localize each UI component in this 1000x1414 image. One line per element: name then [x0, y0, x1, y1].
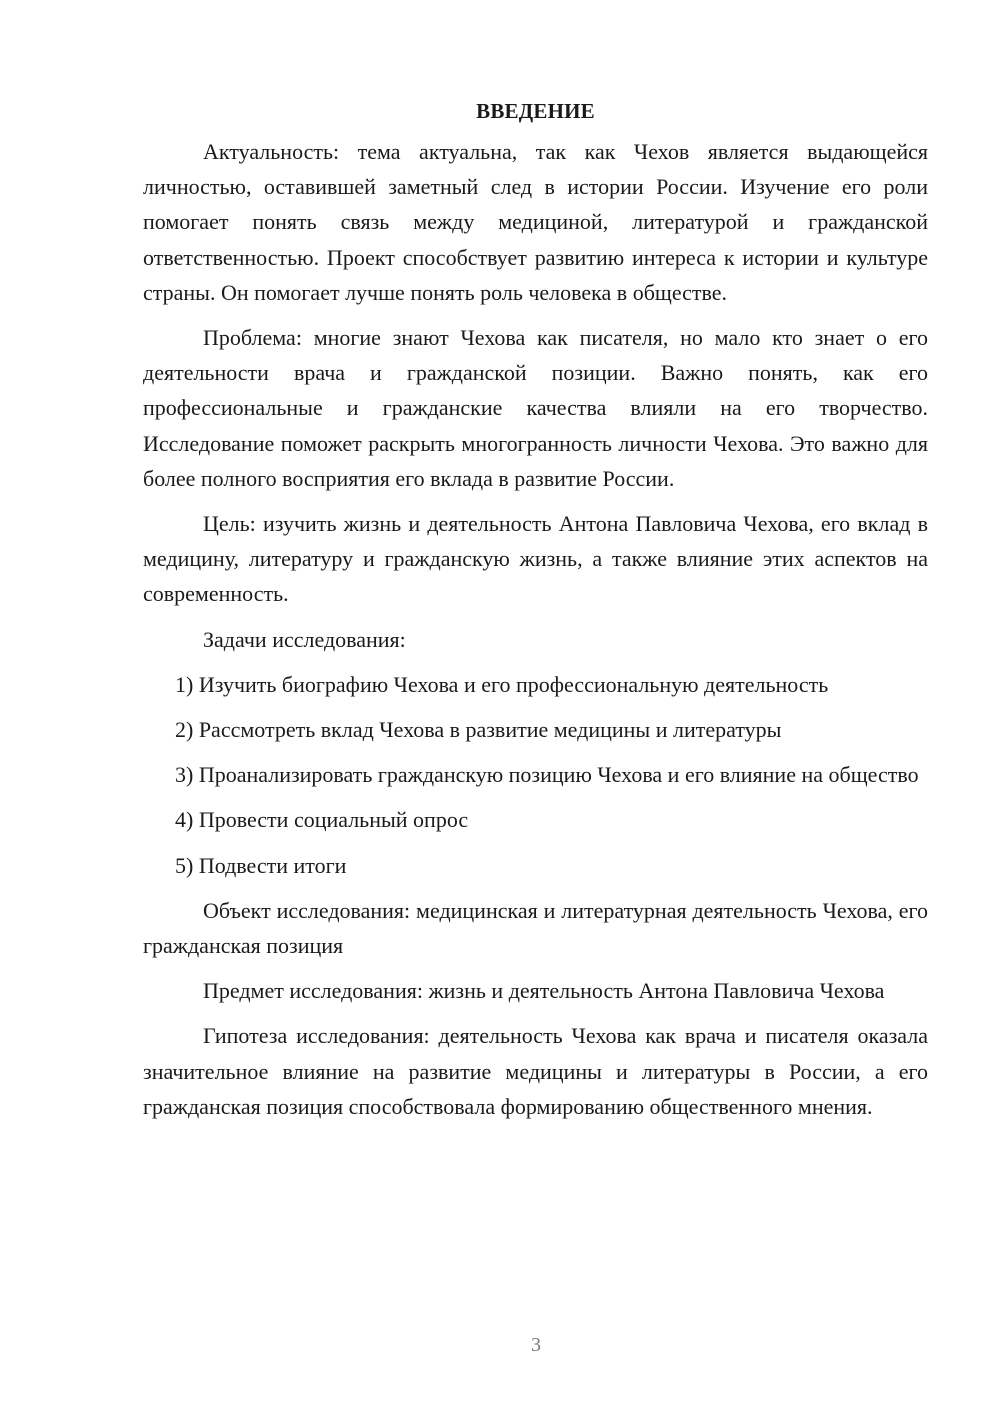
- object-paragraph: Объект исследования: медицинская и литературная деятельность Чехова, его гражданская позиция: [143, 897, 928, 959]
- relevance-paragraph: Актуальность: тема актуальна, так как Чехов является выдающейся личностью, оставившей заметный след в истории России. Изучение его роли помогает понять связь между медициной, литературой и гражданской ответственностью. Проект способствует развитию интереса к истории и культуре страны. Он помогает лучше понять роль человека в обществе.: [143, 139, 928, 305]
- task-item-3: 3) Проанализировать гражданскую позицию Чехова и его влияние на общество: [175, 762, 919, 788]
- task-item-2: 2) Рассмотреть вклад Чехова в развитие медицины и литературы: [175, 717, 782, 743]
- section-title: ВВЕДЕНИЕ: [476, 99, 595, 123]
- page-number: 3: [531, 1334, 541, 1356]
- tasks-heading: Задачи исследования:: [203, 626, 406, 652]
- document-body: [143, 96, 928, 1134]
- problem-paragraph: Проблема: многие знают Чехова как писателя, но мало кто знает о его деятельности врача и гражданской позиции. Важно понять, как его профессиональные и гражданские качества влияли на его творчество. Исследование поможет раскрыть многогранность личности Чехова. Это важно для более полного восприятия его вклада в развитие России.: [143, 325, 928, 491]
- task-item-1: 1) Изучить биографию Чехова и его профессиональную деятельность: [175, 671, 829, 697]
- subject-paragraph: Предмет исследования: жизнь и деятельность Антона Павловича Чехова: [203, 978, 885, 1004]
- task-item-4: 4) Провести социальный опрос: [175, 807, 469, 833]
- task-item-5: 5) Подвести итоги: [175, 852, 347, 878]
- hypothesis-paragraph: Гипотеза исследования: деятельность Чехова как врача и писателя оказала значительное влияние на развитие медицины и литературы в России, а его гражданская позиция способствовала формированию общественного мнения.: [143, 1023, 928, 1119]
- goal-paragraph: Цель: изучить жизнь и деятельность Антона Павловича Чехова, его вклад в медицину, литературу и гражданскую жизнь, а также влияние этих аспектов на современность.: [143, 511, 928, 607]
